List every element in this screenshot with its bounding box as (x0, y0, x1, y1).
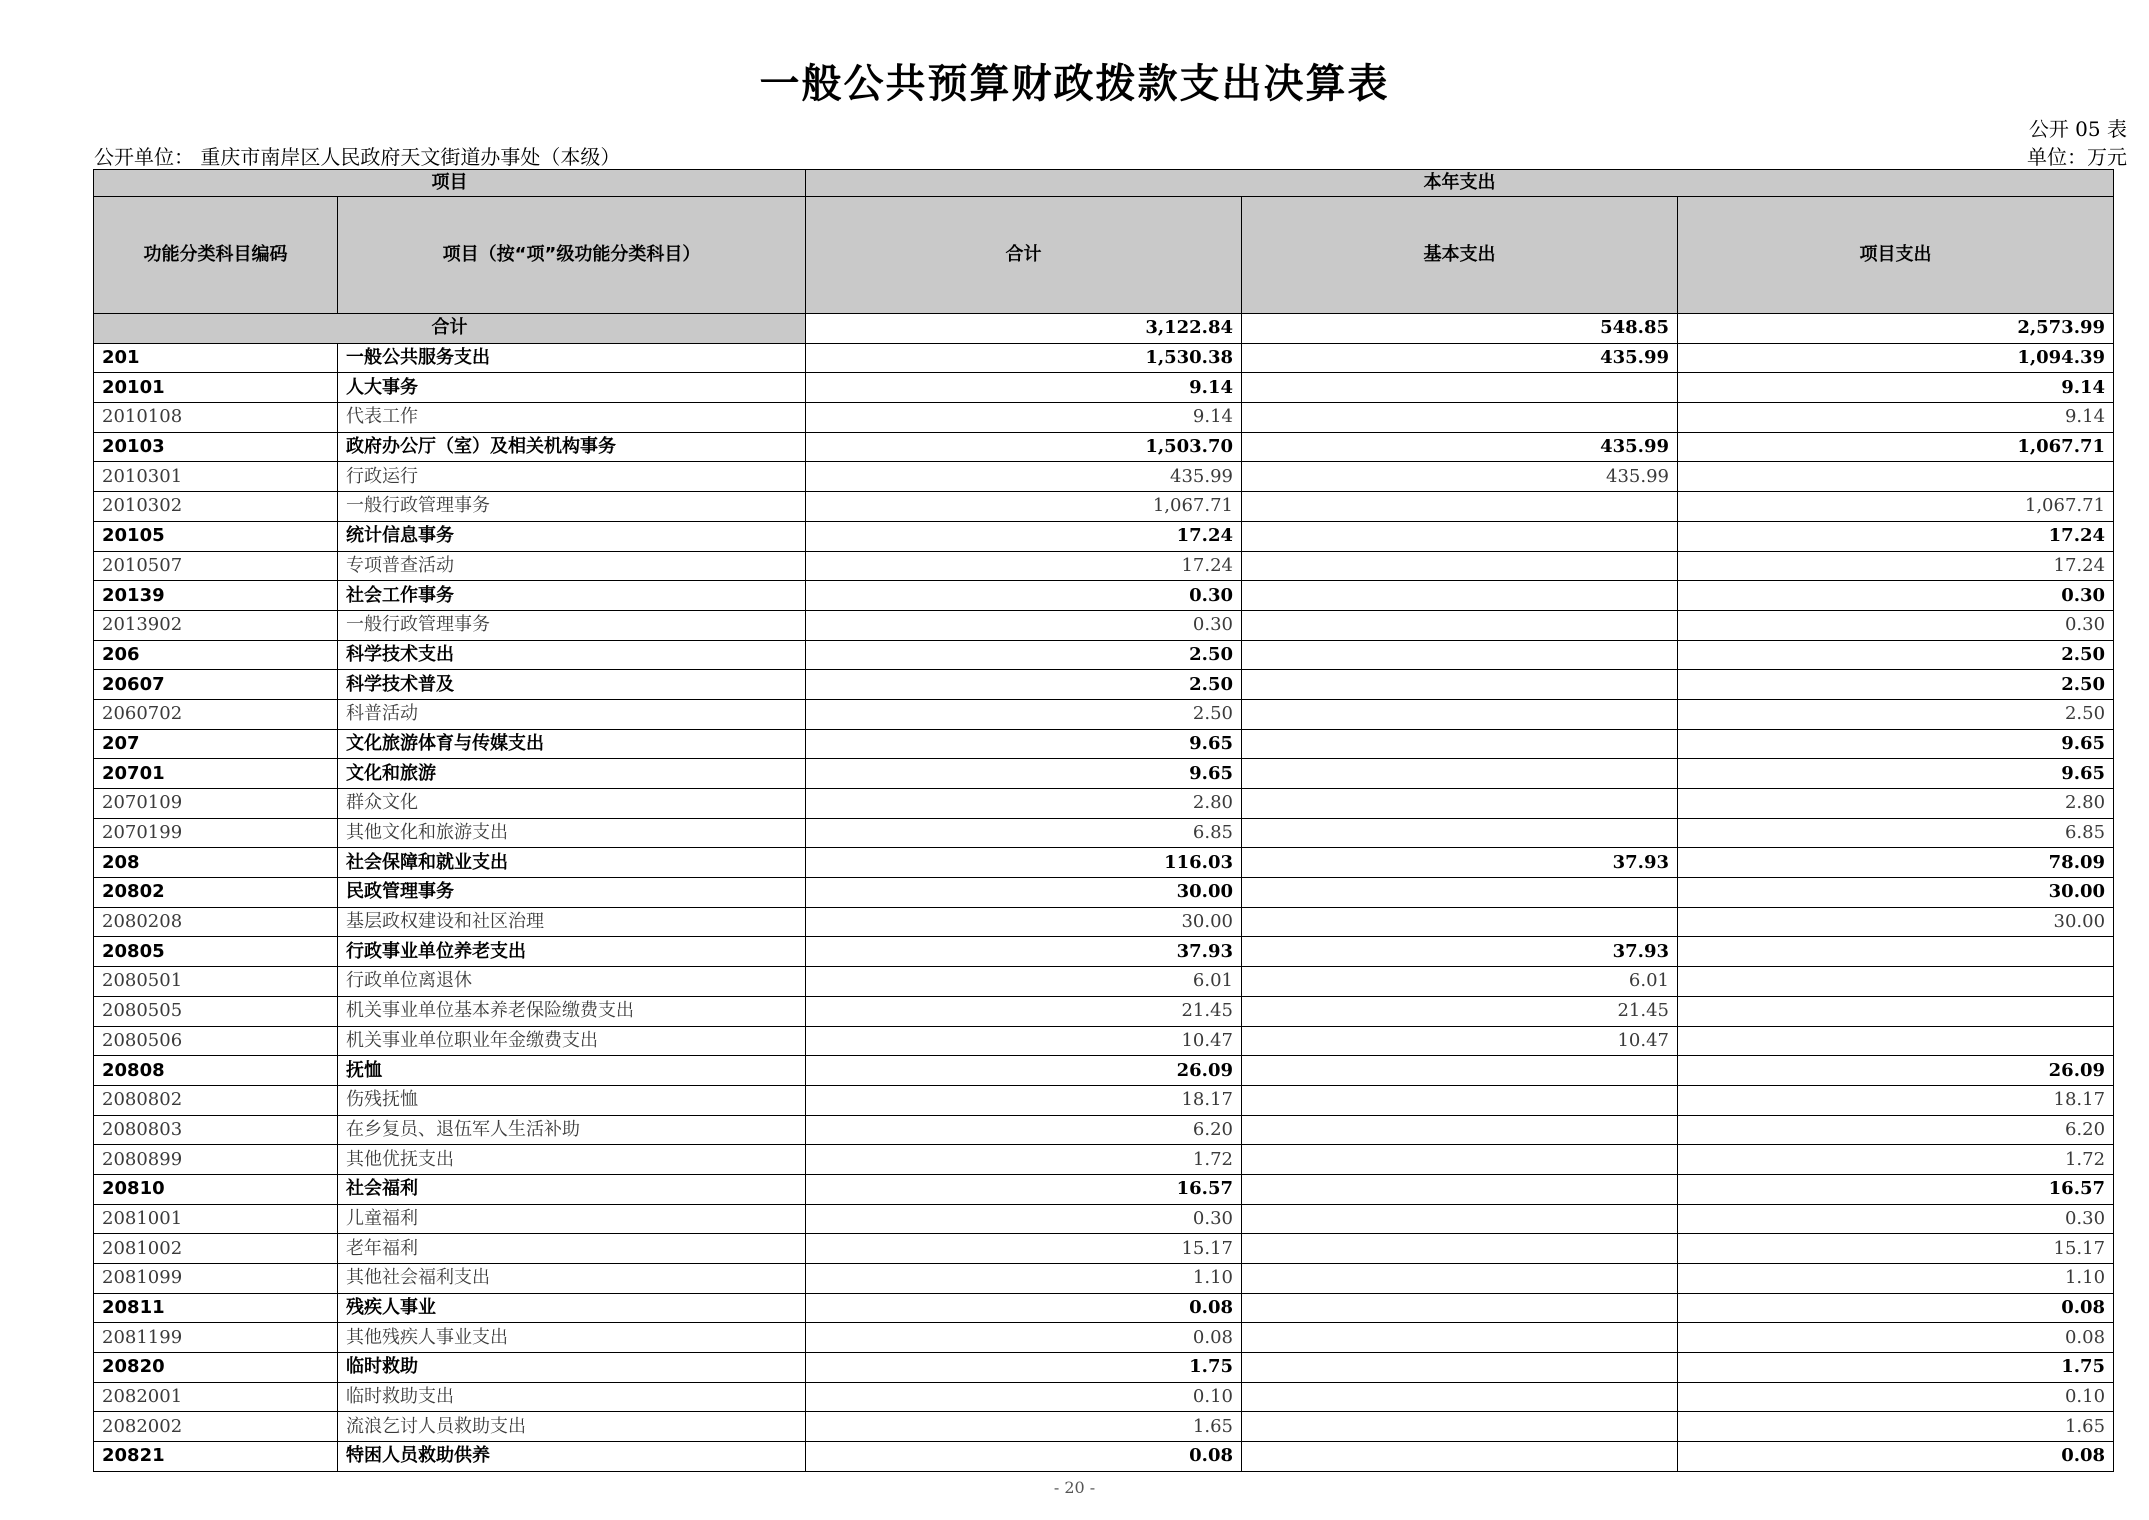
row-item: 0.08 (1678, 1323, 2114, 1353)
row-name: 其他文化和旅游支出 (338, 818, 806, 848)
row-name: 其他社会福利支出 (338, 1264, 806, 1294)
row-item: 2.50 (1678, 640, 2114, 670)
row-code: 2080501 (94, 967, 338, 997)
row-name: 机关事业单位基本养老保险缴费支出 (338, 996, 806, 1026)
row-total: 0.10 (806, 1382, 1242, 1412)
row-code: 20811 (94, 1293, 338, 1323)
table-number: 公开 05 表 (2028, 117, 2127, 141)
row-total: 6.01 (806, 967, 1242, 997)
row-name: 社会福利 (338, 1174, 806, 1204)
row-basic (1242, 1204, 1678, 1234)
row-name: 群众文化 (338, 789, 806, 819)
row-item: 9.65 (1678, 729, 2114, 759)
row-code: 2070109 (94, 789, 338, 819)
row-code: 20139 (94, 581, 338, 611)
header-basic: 基本支出 (1242, 197, 1678, 314)
row-item: 16.57 (1678, 1174, 2114, 1204)
row-total: 435.99 (806, 462, 1242, 492)
row-basic (1242, 878, 1678, 908)
row-item: 2.80 (1678, 789, 2114, 819)
row-total: 16.57 (806, 1174, 1242, 1204)
row-name: 一般行政管理事务 (338, 492, 806, 522)
row-code: 2010108 (94, 403, 338, 433)
row-code: 2070199 (94, 818, 338, 848)
row-code: 2080802 (94, 1085, 338, 1115)
row-basic: 435.99 (1242, 343, 1678, 373)
table-row (94, 848, 2114, 878)
row-total: 17.24 (806, 551, 1242, 581)
total-label: 合计 (94, 314, 806, 344)
row-basic: 21.45 (1242, 996, 1678, 1026)
row-total: 21.45 (806, 996, 1242, 1026)
table-row (94, 996, 2114, 1026)
row-basic (1242, 640, 1678, 670)
row-name: 残疾人事业 (338, 1293, 806, 1323)
row-basic (1242, 1115, 1678, 1145)
row-total: 0.30 (806, 1204, 1242, 1234)
table-row (94, 878, 2114, 908)
table-row (94, 640, 2114, 670)
row-item (1678, 462, 2114, 492)
header-name: 项目（按“项”级功能分类科目） (338, 197, 806, 314)
row-basic (1242, 1412, 1678, 1442)
row-basic (1242, 610, 1678, 640)
row-item: 78.09 (1678, 848, 2114, 878)
row-basic (1242, 759, 1678, 789)
row-item: 26.09 (1678, 1056, 2114, 1086)
row-code: 20802 (94, 878, 338, 908)
row-basic (1242, 818, 1678, 848)
row-name: 科学技术普及 (338, 670, 806, 700)
row-name: 专项普查活动 (338, 551, 806, 581)
row-basic (1242, 581, 1678, 611)
row-total: 9.65 (806, 729, 1242, 759)
row-item: 1.10 (1678, 1264, 2114, 1294)
row-basic (1242, 551, 1678, 581)
row-name: 政府办公厅（室）及相关机构事务 (338, 432, 806, 462)
row-code: 2080505 (94, 996, 338, 1026)
row-total: 0.08 (806, 1442, 1242, 1472)
row-code: 20808 (94, 1056, 338, 1086)
row-name: 文化旅游体育与传媒支出 (338, 729, 806, 759)
row-name: 抚恤 (338, 1056, 806, 1086)
row-total: 1,067.71 (806, 492, 1242, 522)
row-item: 30.00 (1678, 878, 2114, 908)
header-row-2 (94, 197, 2114, 314)
table-row (94, 967, 2114, 997)
table-row (94, 937, 2114, 967)
row-total: 9.65 (806, 759, 1242, 789)
table-row (94, 1145, 2114, 1175)
table-row (94, 1353, 2114, 1383)
row-item (1678, 967, 2114, 997)
row-basic (1242, 1056, 1678, 1086)
row-code: 2010507 (94, 551, 338, 581)
row-name: 机关事业单位职业年金缴费支出 (338, 1026, 806, 1056)
row-total: 1.65 (806, 1412, 1242, 1442)
expenditure-table (93, 169, 2114, 1472)
currency-unit: 单位：万元 (2027, 145, 2127, 169)
row-code: 201 (94, 343, 338, 373)
row-code: 2081001 (94, 1204, 338, 1234)
row-total: 0.08 (806, 1323, 1242, 1353)
row-basic (1242, 521, 1678, 551)
table-row (94, 699, 2114, 729)
row-total: 9.14 (806, 373, 1242, 403)
row-item: 0.30 (1678, 610, 2114, 640)
meta-row (94, 141, 2127, 167)
row-item: 15.17 (1678, 1234, 2114, 1264)
row-code: 2082002 (94, 1412, 338, 1442)
row-code: 20821 (94, 1442, 338, 1472)
row-basic (1242, 1234, 1678, 1264)
table-row (94, 1056, 2114, 1086)
row-name: 行政运行 (338, 462, 806, 492)
table-row (94, 1293, 2114, 1323)
table-row (94, 759, 2114, 789)
row-name: 行政事业单位养老支出 (338, 937, 806, 967)
row-basic: 37.93 (1242, 848, 1678, 878)
table-row (94, 670, 2114, 700)
row-item: 1,067.71 (1678, 492, 2114, 522)
row-total: 6.85 (806, 818, 1242, 848)
header-total: 合计 (806, 197, 1242, 314)
row-basic (1242, 1293, 1678, 1323)
table-row (94, 1115, 2114, 1145)
row-name: 一般公共服务支出 (338, 343, 806, 373)
row-basic (1242, 907, 1678, 937)
row-total: 10.47 (806, 1026, 1242, 1056)
row-basic (1242, 1323, 1678, 1353)
table-row (94, 729, 2114, 759)
total-row (94, 314, 2114, 344)
table-row (94, 1204, 2114, 1234)
row-total: 17.24 (806, 521, 1242, 551)
row-code: 2080506 (94, 1026, 338, 1056)
table-row (94, 492, 2114, 522)
row-basic (1242, 699, 1678, 729)
row-total: 1.10 (806, 1264, 1242, 1294)
total-basic: 548.85 (1242, 314, 1678, 344)
row-basic (1242, 789, 1678, 819)
row-name: 社会保障和就业支出 (338, 848, 806, 878)
table-row (94, 1264, 2114, 1294)
header-this-year: 本年支出 (806, 170, 2114, 197)
table-row (94, 373, 2114, 403)
row-total: 2.50 (806, 670, 1242, 700)
row-item: 9.65 (1678, 759, 2114, 789)
row-name: 代表工作 (338, 403, 806, 433)
header-code: 功能分类科目编码 (94, 197, 338, 314)
row-code: 20607 (94, 670, 338, 700)
row-code: 206 (94, 640, 338, 670)
table-row (94, 789, 2114, 819)
table-row (94, 907, 2114, 937)
row-item (1678, 1026, 2114, 1056)
row-code: 2081199 (94, 1323, 338, 1353)
total-item: 2,573.99 (1678, 314, 2114, 344)
row-total: 30.00 (806, 878, 1242, 908)
row-name: 儿童福利 (338, 1204, 806, 1234)
row-total: 2.80 (806, 789, 1242, 819)
table-row (94, 343, 2114, 373)
reporting-unit: 公开单位： 重庆市南岸区人民政府天文街道办事处（本级） (94, 145, 621, 169)
row-total: 15.17 (806, 1234, 1242, 1264)
row-name: 在乡复员、退伍军人生活补助 (338, 1115, 806, 1145)
row-basic: 435.99 (1242, 432, 1678, 462)
row-item: 1,067.71 (1678, 432, 2114, 462)
row-total: 37.93 (806, 937, 1242, 967)
table-row (94, 1026, 2114, 1056)
table-row (94, 1412, 2114, 1442)
row-code: 2082001 (94, 1382, 338, 1412)
table-row (94, 1234, 2114, 1264)
table-row (94, 581, 2114, 611)
row-total: 2.50 (806, 699, 1242, 729)
table-row (94, 462, 2114, 492)
row-name: 临时救助支出 (338, 1382, 806, 1412)
row-name: 社会工作事务 (338, 581, 806, 611)
row-name: 基层政权建设和社区治理 (338, 907, 806, 937)
table-row (94, 1085, 2114, 1115)
row-code: 2013902 (94, 610, 338, 640)
total-sum: 3,122.84 (806, 314, 1242, 344)
row-total: 2.50 (806, 640, 1242, 670)
row-item: 0.08 (1678, 1293, 2114, 1323)
row-name: 其他优抚支出 (338, 1145, 806, 1175)
row-item: 0.10 (1678, 1382, 2114, 1412)
row-code: 2010301 (94, 462, 338, 492)
row-code: 2081002 (94, 1234, 338, 1264)
row-basic (1242, 1382, 1678, 1412)
row-item: 30.00 (1678, 907, 2114, 937)
row-basic (1242, 1145, 1678, 1175)
header-project: 项目 (94, 170, 806, 197)
row-name: 临时救助 (338, 1353, 806, 1383)
row-basic (1242, 1264, 1678, 1294)
row-name: 统计信息事务 (338, 521, 806, 551)
row-total: 0.30 (806, 581, 1242, 611)
table-row (94, 432, 2114, 462)
row-item: 9.14 (1678, 373, 2114, 403)
row-name: 伤残抚恤 (338, 1085, 806, 1115)
row-code: 2080208 (94, 907, 338, 937)
row-total: 1.72 (806, 1145, 1242, 1175)
row-item: 6.20 (1678, 1115, 2114, 1145)
row-basic (1242, 1442, 1678, 1472)
row-name: 特困人员救助供养 (338, 1442, 806, 1472)
row-basic (1242, 373, 1678, 403)
table-row (94, 818, 2114, 848)
row-item: 0.30 (1678, 581, 2114, 611)
row-name: 文化和旅游 (338, 759, 806, 789)
row-total: 1,530.38 (806, 343, 1242, 373)
row-basic (1242, 403, 1678, 433)
row-code: 2010302 (94, 492, 338, 522)
row-item: 0.08 (1678, 1442, 2114, 1472)
row-basic (1242, 492, 1678, 522)
row-basic: 37.93 (1242, 937, 1678, 967)
row-item: 2.50 (1678, 699, 2114, 729)
row-basic (1242, 729, 1678, 759)
row-item: 2.50 (1678, 670, 2114, 700)
row-total: 1,503.70 (806, 432, 1242, 462)
row-code: 207 (94, 729, 338, 759)
row-total: 9.14 (806, 403, 1242, 433)
page-title: 一般公共预算财政拨款支出决算表 (759, 61, 1390, 107)
row-name: 人大事务 (338, 373, 806, 403)
table-row (94, 551, 2114, 581)
row-name: 科普活动 (338, 699, 806, 729)
row-item: 17.24 (1678, 551, 2114, 581)
row-name: 民政管理事务 (338, 878, 806, 908)
row-name: 老年福利 (338, 1234, 806, 1264)
row-basic: 6.01 (1242, 967, 1678, 997)
row-basic: 10.47 (1242, 1026, 1678, 1056)
row-total: 0.08 (806, 1293, 1242, 1323)
table-row (94, 610, 2114, 640)
row-item: 1,094.39 (1678, 343, 2114, 373)
row-name: 行政单位离退休 (338, 967, 806, 997)
table-row (94, 1442, 2114, 1472)
row-total: 116.03 (806, 848, 1242, 878)
row-code: 20105 (94, 521, 338, 551)
row-basic (1242, 1353, 1678, 1383)
row-item: 18.17 (1678, 1085, 2114, 1115)
row-code: 20701 (94, 759, 338, 789)
row-item: 0.30 (1678, 1204, 2114, 1234)
table-row (94, 403, 2114, 433)
row-code: 2060702 (94, 699, 338, 729)
page-number: - 20 - (1053, 1478, 1096, 1497)
row-item (1678, 937, 2114, 967)
row-basic: 435.99 (1242, 462, 1678, 492)
row-name: 其他残疾人事业支出 (338, 1323, 806, 1353)
row-code: 20820 (94, 1353, 338, 1383)
row-code: 20101 (94, 373, 338, 403)
row-basic (1242, 1085, 1678, 1115)
header-item: 项目支出 (1678, 197, 2114, 314)
row-total: 1.75 (806, 1353, 1242, 1383)
row-code: 20805 (94, 937, 338, 967)
row-item: 17.24 (1678, 521, 2114, 551)
row-name: 流浪乞讨人员救助支出 (338, 1412, 806, 1442)
table-row (94, 1323, 2114, 1353)
row-total: 0.30 (806, 610, 1242, 640)
row-basic (1242, 1174, 1678, 1204)
row-item: 6.85 (1678, 818, 2114, 848)
row-total: 26.09 (806, 1056, 1242, 1086)
row-item: 1.72 (1678, 1145, 2114, 1175)
header-row-1 (94, 170, 2114, 197)
row-code: 20103 (94, 432, 338, 462)
table-row (94, 521, 2114, 551)
row-code: 2081099 (94, 1264, 338, 1294)
row-basic (1242, 670, 1678, 700)
table-row (94, 1174, 2114, 1204)
row-item: 9.14 (1678, 403, 2114, 433)
row-code: 20810 (94, 1174, 338, 1204)
row-item: 1.75 (1678, 1353, 2114, 1383)
row-item: 1.65 (1678, 1412, 2114, 1442)
row-code: 208 (94, 848, 338, 878)
row-item (1678, 996, 2114, 1026)
table-row (94, 1382, 2114, 1412)
row-name: 科学技术支出 (338, 640, 806, 670)
row-total: 18.17 (806, 1085, 1242, 1115)
row-total: 6.20 (806, 1115, 1242, 1145)
row-name: 一般行政管理事务 (338, 610, 806, 640)
row-code: 2080803 (94, 1115, 338, 1145)
row-code: 2080899 (94, 1145, 338, 1175)
row-total: 30.00 (806, 907, 1242, 937)
